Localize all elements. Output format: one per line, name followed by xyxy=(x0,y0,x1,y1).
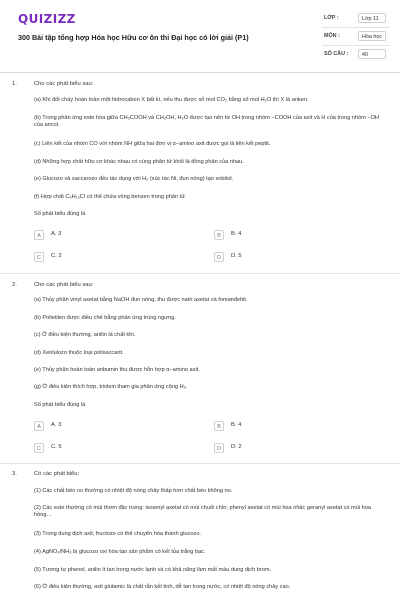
option-text: A. 3 xyxy=(51,422,62,428)
statement-f: (f) Hợp chất C₉H₁₃Cl có thể chứa vòng benzen trong phân tử. xyxy=(34,194,187,200)
quizizz-logo[interactable]: QUIZIZZ xyxy=(18,12,76,26)
statement-g: (g) Ở điều kiện thích hợp, triolein tham gia phản ứng cộng H₂. xyxy=(34,384,188,390)
question-prompt: Có các phát biểu: xyxy=(34,471,80,477)
statement-a: (a) Khi đốt cháy hoàn toàn một hidrocabon X bất kì, nếu thu được số mol CO₂ bằng số mol H₂O thì X là anken. xyxy=(34,97,309,103)
statement-c: (c) Ở điều kiện thường, anilin là chất khí. xyxy=(34,332,136,338)
question-number: 3. xyxy=(12,471,17,477)
statement-1: (1) Các chất béo no thường có nhiệt độ nóng chảy thấp hơn chất béo không no. xyxy=(34,488,233,494)
statement-b: (b) Trong phân ứng este hóa giữa CH₃COOH và CH₃OH, H₂O được tạo nên từ OH trong nhóm −COOH của axit và H của trong nhóm −OH của ancol. xyxy=(34,115,379,129)
statement-5: (5) Tương tự phenol, anilin ít tan trong nước lạnh và có khả năng làm mất màu dung dịch brom. xyxy=(34,567,272,573)
option-letter-box: C xyxy=(34,443,44,453)
class-label: LỚP : xyxy=(324,15,339,21)
statement-d: (d) Xenlulozo thuộc loại polisaccarit. xyxy=(34,350,124,356)
subject-value: Hóa học xyxy=(358,31,386,41)
header-divider xyxy=(0,72,400,73)
question-number: 2. xyxy=(12,282,17,288)
class-value: Lớp 11 xyxy=(358,13,386,23)
statement-6: (6) Ở điều kiện thường, axit glutamic là chất rắn kết tinh, dễ tan trong nước, có nhiệt độ nóng chảy cao. xyxy=(34,584,291,590)
statement-c: (c) Liên kết của nhóm CO với nhóm NH giữa hai đơn vị α−amino axit được gọi là liên kết peptit. xyxy=(34,141,271,147)
question-number: 1. xyxy=(12,81,17,87)
statement-e: (e) Thủy phân hoàn toàn anbumin thu được hỗn hợp α−amino axit. xyxy=(34,367,200,373)
statement-4: (4) AgNO₃/NH₃ bị glucozo oxi hóa tạo sản phẩm có kết tủa trắng bạc. xyxy=(34,549,206,555)
question-prompt: Cho các phát biểu sau: xyxy=(34,81,94,87)
count-value: 40 xyxy=(358,49,386,59)
subject-label: MÔN : xyxy=(324,33,340,39)
option-text: B. 4 xyxy=(231,422,242,428)
question-prompt: Cho các phát biểu sau: xyxy=(34,282,94,288)
option-text: C. 2 xyxy=(51,253,62,259)
statement-d: (d) Những hợp chất hữu cơ khác nhau có cùng phân tử khối là đồng phân của nhau. xyxy=(34,159,244,165)
statement-3: (3) Trong dung dịch axit, fructozo có thể chuyển hóa thành glucozo. xyxy=(34,531,201,537)
option-text: B. 4 xyxy=(231,231,242,237)
statement-b: (b) Polietilen được điều chế bằng phản ứng trùng ngưng. xyxy=(34,315,176,321)
meta-divider xyxy=(322,27,390,28)
question-ask: Số phát biểu đúng là xyxy=(34,211,86,217)
statement-2: (2) Các este thường có mùi thơm đặc trưng: isoamyl axetat có mùi chuối chín; phenyl axetat có mùi hoa nhài; geranyl axetat có mùi hoa hồng… xyxy=(34,505,371,519)
question-divider xyxy=(0,273,400,274)
count-label: SỐ CÂU : xyxy=(324,51,349,57)
option-letter-box: C xyxy=(34,252,44,262)
meta-divider xyxy=(322,45,390,46)
question-ask: Số phát biểu đúng là xyxy=(34,402,86,408)
question-divider xyxy=(0,463,400,464)
option-letter-box: D xyxy=(214,252,224,262)
option-letter-box: A xyxy=(34,421,44,431)
option-text: A. 3 xyxy=(51,231,62,237)
option-letter-box: B xyxy=(214,230,224,240)
option-text: D. 5 xyxy=(231,253,242,259)
option-text: D. 2 xyxy=(231,444,242,450)
statement-a: (a) Thủy phân vinyl axetat bằng NaOH đun nóng, thu được natri axetat và fomanđehit. xyxy=(34,297,248,303)
statement-e: (e) Glucozo và saccarozo đều tác dụng với H₂ (xúc tác Ni, đun nóng) tạo sobitol. xyxy=(34,176,234,182)
option-letter-box: D xyxy=(214,443,224,453)
document-header xyxy=(0,0,400,70)
document-title: 300 Bài tập tổng hợp Hóa học Hữu cơ ôn thi Đại học có lời giải (P1) xyxy=(18,33,249,42)
option-text: C. 5 xyxy=(51,444,62,450)
option-letter-box: A xyxy=(34,230,44,240)
option-letter-box: B xyxy=(214,421,224,431)
